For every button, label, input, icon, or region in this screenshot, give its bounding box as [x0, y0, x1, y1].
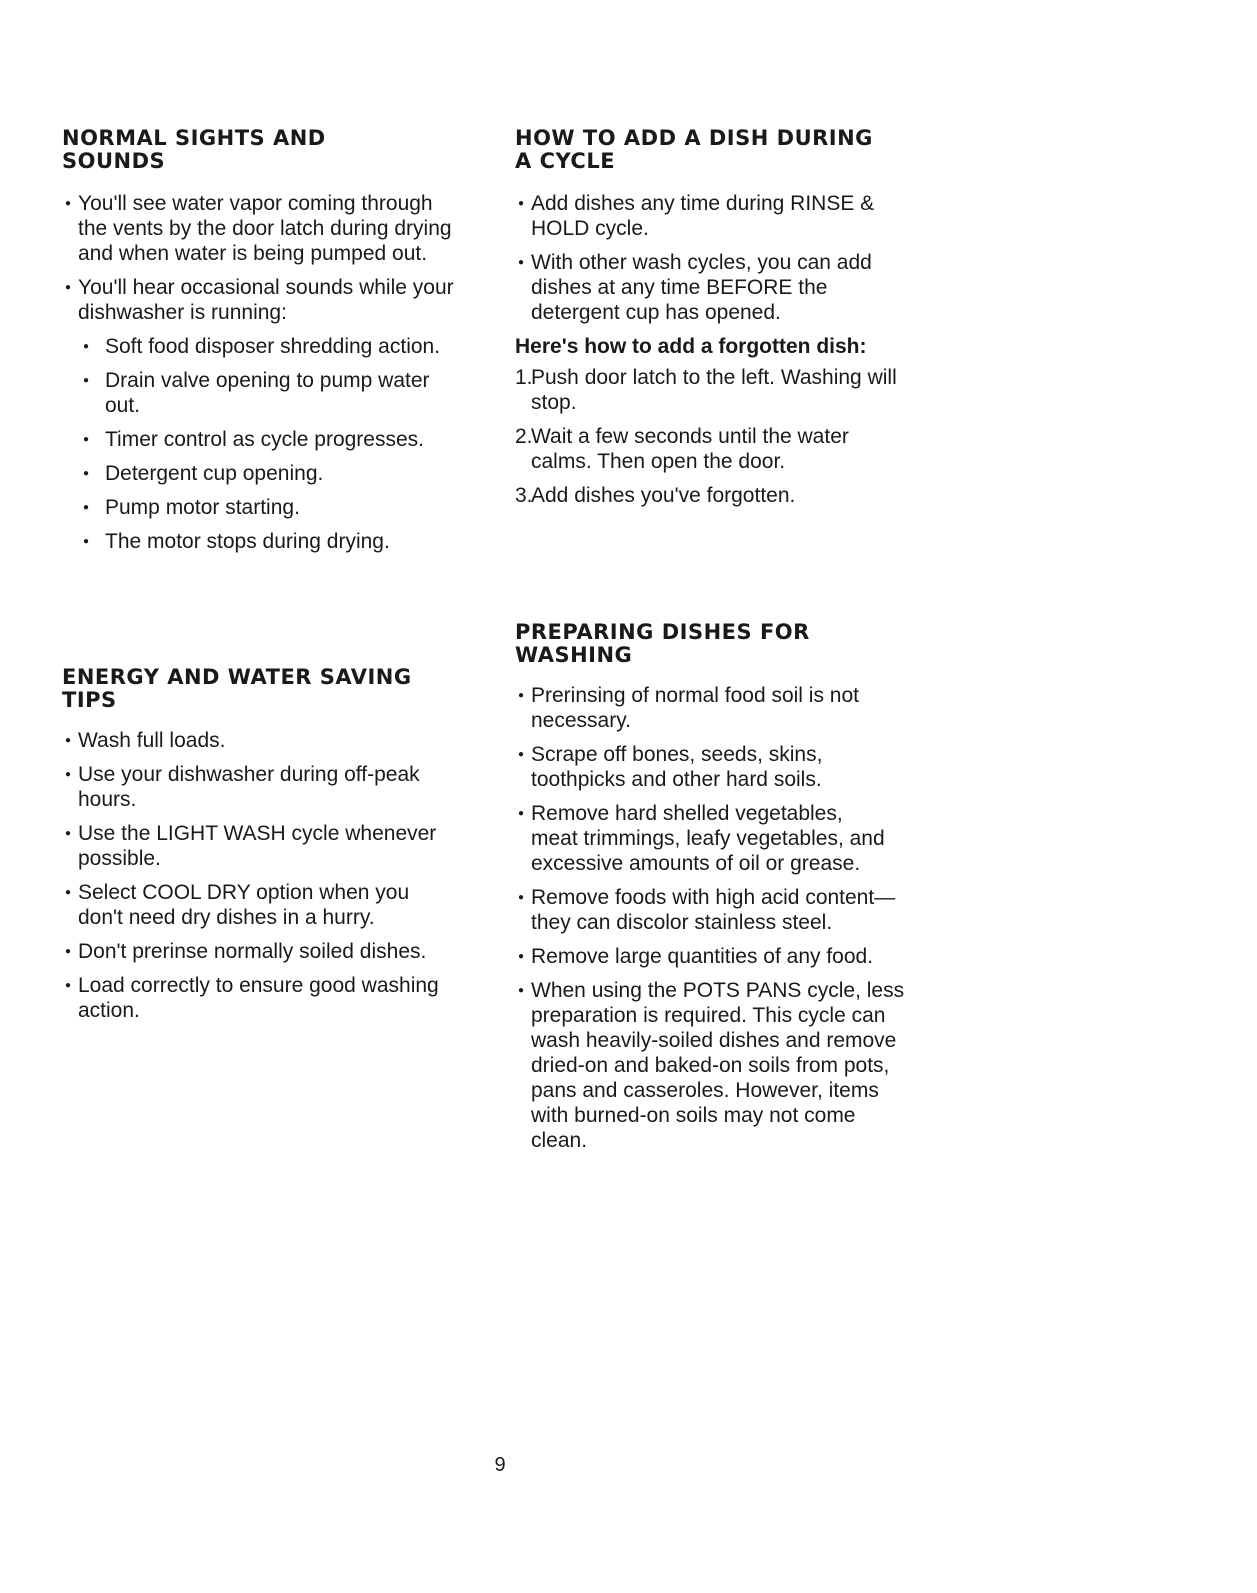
text-line: Add dishes any time during RINSE &	[531, 192, 875, 215]
bullet-icon: ●	[518, 690, 525, 701]
add-dish-subheading: Here's how to add a forgotten dish:	[515, 335, 867, 358]
bullet-icon: ●	[518, 892, 525, 903]
text-line: they can discolor stainless steel.	[531, 911, 833, 934]
add-dish-heading	[515, 127, 955, 173]
heading-line: PREPARING DISHES FOR	[515, 620, 810, 644]
text-line: You'll see water vapor coming through	[78, 192, 433, 215]
list-item	[515, 250, 955, 325]
text-line: clean.	[531, 1129, 588, 1152]
bullet-icon: ●	[65, 769, 72, 780]
bullet-icon: ●	[83, 502, 90, 513]
list-item	[515, 885, 955, 935]
sub-list-item	[79, 461, 502, 486]
text-line: Remove large quantities of any food.	[531, 945, 874, 968]
text-line: Push door latch to the left. Washing will	[531, 366, 897, 389]
text-line: Drain valve opening to pump water	[105, 369, 430, 392]
list-item	[515, 801, 955, 876]
sub-list-item	[79, 427, 502, 452]
text-line: Load correctly to ensure good washing	[78, 974, 439, 997]
text-line: Wash full loads.	[78, 729, 226, 752]
text-line: Remove foods with high acid content—	[531, 886, 896, 909]
bullet-icon: ●	[518, 808, 525, 819]
text-line: HOLD cycle.	[531, 217, 649, 240]
text-line: necessary.	[531, 709, 631, 732]
heading-line: NORMAL SIGHTS AND	[62, 126, 326, 150]
preparing-dishes-heading	[515, 621, 955, 667]
bullet-icon: ●	[65, 980, 72, 991]
bullet-icon: ●	[83, 375, 90, 386]
text-line: Don't prerinse normally soiled dishes.	[78, 940, 427, 963]
text-line: Detergent cup opening.	[105, 462, 324, 485]
list-item	[62, 762, 502, 812]
text-line: dishwasher is running:	[78, 301, 287, 324]
text-line: action.	[78, 999, 140, 1022]
text-line: dried-on and baked-on soils from pots,	[531, 1054, 890, 1077]
text-line: with burned-on soils may not come	[531, 1104, 856, 1127]
list-item	[62, 728, 502, 753]
text-line: Pump motor starting.	[105, 496, 300, 519]
bullet-icon: ●	[65, 198, 72, 209]
add-dish-section	[515, 127, 955, 517]
text-line: Timer control as cycle progresses.	[105, 428, 424, 451]
text-line: pans and casseroles. However, items	[531, 1079, 879, 1102]
text-line: dishes at any time BEFORE the	[531, 276, 828, 299]
text-line: Use the LIGHT WASH cycle whenever	[78, 822, 437, 845]
text-line: calms. Then open the door.	[531, 450, 786, 473]
step-item	[515, 424, 955, 474]
text-line: the vents by the door latch during drying	[78, 217, 452, 240]
list-item	[515, 944, 955, 969]
heading-line: TIPS	[62, 688, 117, 712]
text-line: Remove hard shelled vegetables,	[531, 802, 843, 825]
bullet-icon: ●	[83, 536, 90, 547]
heading-line: ENERGY AND WATER SAVING	[62, 665, 412, 689]
text-line: meat trimmings, leafy vegetables, and	[531, 827, 885, 850]
preparing-dishes-section	[515, 621, 955, 1162]
bullet-icon: ●	[83, 468, 90, 479]
text-line: The motor stops during drying.	[105, 530, 390, 553]
bullet-icon: ●	[83, 341, 90, 352]
list-item	[515, 978, 955, 1153]
bullet-icon: ●	[65, 735, 72, 746]
text-line: You'll hear occasional sounds while your	[78, 276, 454, 299]
sub-list-item	[79, 334, 502, 359]
heading-line: SOUNDS	[62, 149, 166, 173]
bullet-icon: ●	[518, 985, 525, 996]
sub-list-item	[79, 368, 502, 418]
bullet-icon: ●	[518, 951, 525, 962]
text-line: Scrape off bones, seeds, skins,	[531, 743, 823, 766]
text-line: Wait a few seconds until the water	[531, 425, 849, 448]
text-line: wash heavily-soiled dishes and remove	[531, 1029, 897, 1052]
bullet-icon: ●	[65, 887, 72, 898]
text-line: When using the POTS PANS cycle, less	[531, 979, 905, 1002]
bullet-icon: ●	[518, 749, 525, 760]
list-item	[62, 191, 502, 266]
heading-line: WASHING	[515, 643, 633, 667]
heading-line: A CYCLE	[515, 149, 616, 173]
text-line: Use your dishwasher during off-peak	[78, 763, 420, 786]
text-line: With other wash cycles, you can add	[531, 251, 872, 274]
step-number: 1.	[515, 366, 533, 389]
text-line: don't need dry dishes in a hurry.	[78, 906, 375, 929]
text-line: preparation is required. This cycle can	[531, 1004, 886, 1027]
list-item	[515, 191, 955, 241]
normal-sights-section	[62, 127, 502, 554]
list-item	[62, 939, 502, 964]
step-item	[515, 483, 955, 508]
step-item	[515, 365, 955, 415]
bullet-icon: ●	[83, 434, 90, 445]
normal-sights-heading	[62, 127, 502, 173]
text-line: detergent cup has opened.	[531, 301, 781, 324]
text-line: Select COOL DRY option when you	[78, 881, 410, 904]
text-line: Soft food disposer shredding action.	[105, 335, 441, 358]
text-line: possible.	[78, 847, 161, 870]
bullet-icon: ●	[518, 257, 525, 268]
text-line: Add dishes you've forgotten.	[531, 484, 796, 507]
bullet-icon: ●	[65, 282, 72, 293]
text-line: Prerinsing of normal food soil is not	[531, 684, 859, 707]
text-line: excessive amounts of oil or grease.	[531, 852, 861, 875]
heading-line: HOW TO ADD A DISH DURING	[515, 126, 873, 150]
text-line: stop.	[531, 391, 577, 414]
bullet-icon: ●	[65, 828, 72, 839]
sub-list-item	[79, 495, 502, 520]
page-number: 9	[494, 1454, 506, 1476]
list-item	[62, 880, 502, 930]
bullet-icon: ●	[65, 946, 72, 957]
text-line: out.	[105, 394, 141, 417]
energy-tips-section	[62, 666, 502, 1032]
text-line: toothpicks and other hard soils.	[531, 768, 822, 791]
text-line: and when water is being pumped out.	[78, 242, 428, 265]
text-line: hours.	[78, 788, 137, 811]
sub-list-item	[79, 529, 502, 554]
bullet-icon: ●	[518, 198, 525, 209]
step-number: 2.	[515, 425, 533, 448]
list-item	[62, 973, 502, 1023]
list-item	[62, 275, 502, 325]
list-item	[62, 821, 502, 871]
energy-tips-heading	[62, 666, 502, 712]
list-item	[515, 683, 955, 733]
list-item	[515, 742, 955, 792]
step-number: 3.	[515, 484, 533, 507]
